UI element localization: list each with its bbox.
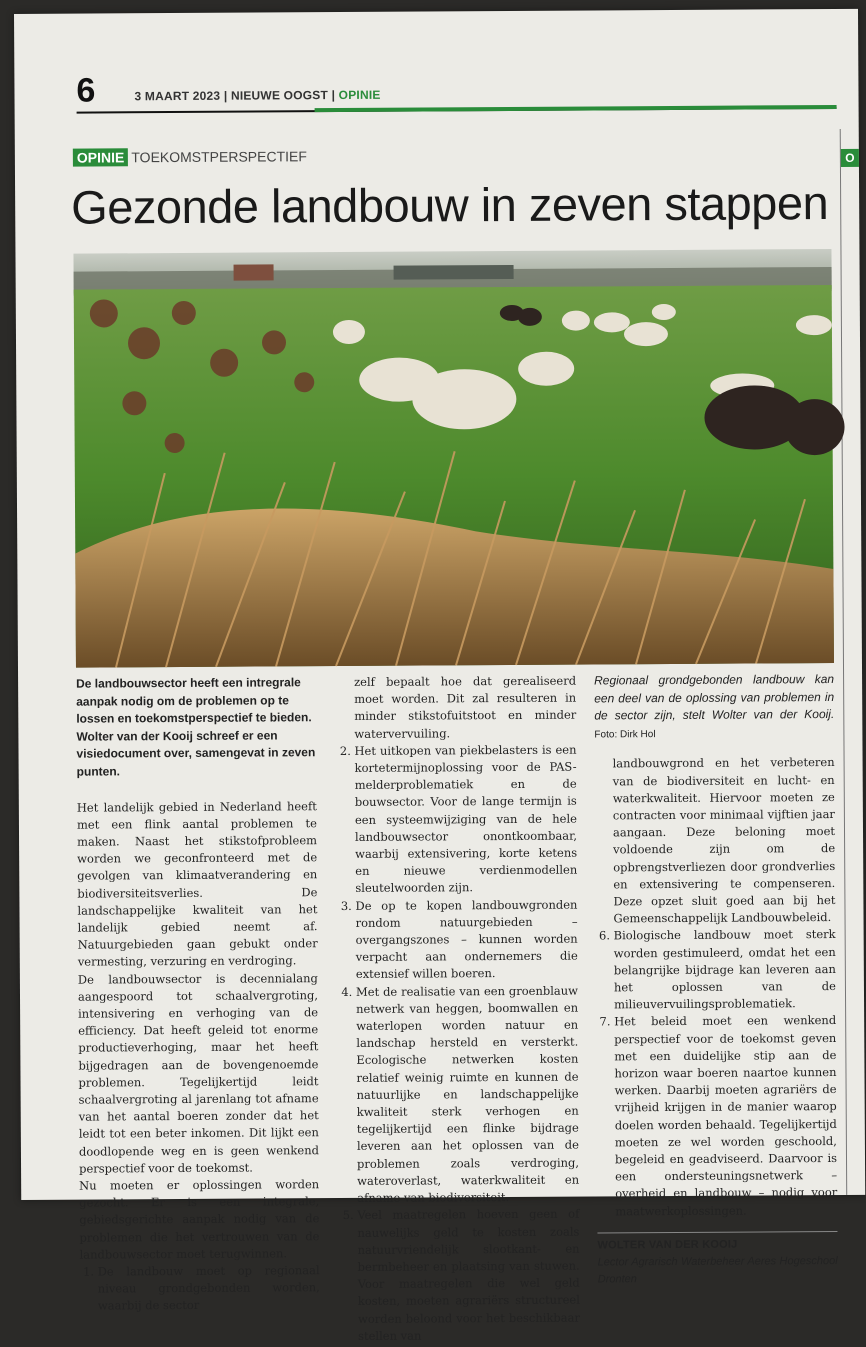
points-list (596, 926, 838, 1220)
photo-caption (594, 671, 834, 744)
page-number: 6 (76, 71, 96, 110)
author-name: WOLTER VAN DER KOOIJ (597, 1238, 738, 1252)
body-paragraph: Nu moeten er oplossingen worden gezocht. Er is een integrale, gebiedsgerichte aanpak nodig van de problemen die het vertrouwen van de landbouwsector moet terugwinnen. (79, 1177, 320, 1262)
meta-separator: | (331, 88, 336, 103)
masthead-accent-rule (315, 105, 837, 112)
point-1: 1. De landbouw moet op regionaal niveau grondgebonden worden, waarbij de sector (98, 1262, 320, 1315)
body-paragraph: Het landelijk gebied in Nederland heeft met een flink aantal problemen te maken. Naast het stikstofprobleem worden we geconfronteerd met de gevolgen van klimaatverandering en biodiversiteitsverlies. De landschappelijke kwaliteit van het landelijk gebied neemt af. Natuurgebieden gaan gebukt onder vermesting, verzuring en verdroging. (76, 798, 318, 970)
author-role: Lector Agrarisch Waterbeheer Aeres Hogeschool Dronten (597, 1255, 838, 1286)
meta-separator: | (223, 88, 228, 103)
article-kicker (73, 148, 307, 165)
point-6: 6. Biologische landbouw moet sterk worden gestimuleerd, omdat het een belangrijke bijdrage kan leveren aan het oplossen van de milieuvervuilingsproblematiek. (614, 926, 837, 1013)
photo-illustration (73, 249, 834, 668)
adjacent-column-border (840, 129, 866, 1195)
point-1-continued: zelf bepaalt hoe dat gerealiseerd moet worden. Dit zal resulteren in minder stikstofuitstoot en minder watervervuiling. (354, 673, 577, 741)
column-2 (336, 673, 580, 1345)
point-4: 4. Met de realisatie van een groenblauw netwerk van heggen, boomwallen en waterlopen worden natuur en landschap hersteld en versterkt. Ecologische netwerken kosten relatief weinig ruimte en kunnen de natuurlijke en landschappelijke kwaliteit sterk verhogen en tegelijkertijd een flinke bijdrage leveren aan het oplossen van de problemen zoals verdroging, wateroverlast, waterkwaliteit en afname van biodiversiteit. (356, 982, 579, 1207)
kicker-label: TOEKOMSTPERSPECTIEF (131, 148, 307, 166)
article-lead: De landbouwsector heeft een intregrale aanpak nodig om de problemen op te lossen en toekomstperspectief te bieden. Wolter van der Kooij schreef er een visiedocument over, samengevat in zeven punten. (76, 675, 316, 779)
adjacent-section-tag: O (841, 149, 859, 167)
points-list (80, 1262, 320, 1315)
caption-text: Regionaal grondgebonden landbouw kan een deel van de oplossing van problemen in de sector zijn, stelt Wolter van der Kooij. (594, 672, 835, 723)
point-3: 3. De op te kopen landbouwgronden rondom natuurgebieden – overgangszones – kunnen worden verpacht aan ondernemers die extensief willen boeren. (355, 896, 578, 983)
farm-building (394, 265, 514, 280)
issue-date: 3 MAART 2023 (134, 88, 221, 104)
point-7: 7. Het beleid moet een wenkend perspectief voor de toekomst geven met een duidelijke stip aan de horizon waar boeren naartoe kunnen werken. Daarbij moeten agrariërs de vrijheid krijgen in de manier waarop doelen worden behaald. Tegelijkertijd moeten ze wel worden geschoold, begeleid en geadviseerd. Daarvoor is een ondersteuningsnetwerk – overheid en landbouw – nodig voor maatwerkoplossingen. (614, 1012, 837, 1220)
sheep-meadow-photo (73, 249, 834, 668)
body-paragraph: De landbouwsector is decennialang aangespoord tot schaalvergroting, intensivering en verhoging van de efficiency. Dat heeft geleid tot enorme productieverhoging, maar het heeft bijgedragen aan de bovengenoemde problemen. Tegelijkertijd leidt schaalvergroting al jarenlang tot afname van het aantal boeren zonder dat het leidt tot een beter inkomen. Dit lijkt een doodlopende weg en is geen wenkend perspectief voor de toekomst. (77, 970, 319, 1176)
farm-building (234, 264, 274, 280)
point-5-continued: landbouwgrond en het verbeteren van de biodiversiteit en lucht- en waterkwaliteit. Hiervoor moeten ze contracten voor minimaal vijftien jaar aangaan. Deze beloning moet voldoende zijn om de opbrengstverliezen door grondverlies en extensivering te compenseren. Deze opzet sluit goed aan bij het Gemeenschappelijk Landbouwbeleid. (612, 755, 836, 926)
publication-name: NIEUWE OOGST (230, 88, 329, 103)
newspaper-page (14, 9, 865, 1343)
column-3 (594, 671, 838, 1289)
article-title: Gezonde landbouw in zeven stappen (71, 176, 829, 234)
masthead-meta (134, 88, 380, 104)
author-block (597, 1231, 837, 1289)
point-2: 2. Het uitkopen van piekbelasters is een kortetermijnoplossing voor de PAS-melderproblematiek en de bouwsector. Voor de lange termijn is een systeemwijziging van de hele landbouwsector onontkoombaar, waarbij extensivering, korte ketens en nieuwe verdienmodellen sleutelwoorden zijn. (354, 741, 577, 897)
points-list (336, 741, 580, 1345)
point-5: 5. Veel maatregelen hoeven geen of nauwelijks geld te kosten zoals natuurvriendelijk slootkant- en bermbeheer en plaatsing van stuwen. Voor maatregelen die wel geld kosten, moeten agrariërs structureel worden beloond voor het beschikbaar stellen van (357, 1206, 580, 1345)
column-1 (76, 674, 320, 1315)
kicker-tag: OPINIE (73, 148, 129, 166)
section-name: OPINIE (338, 87, 381, 103)
photo-credit: Foto: Dirk Hol (594, 728, 656, 741)
